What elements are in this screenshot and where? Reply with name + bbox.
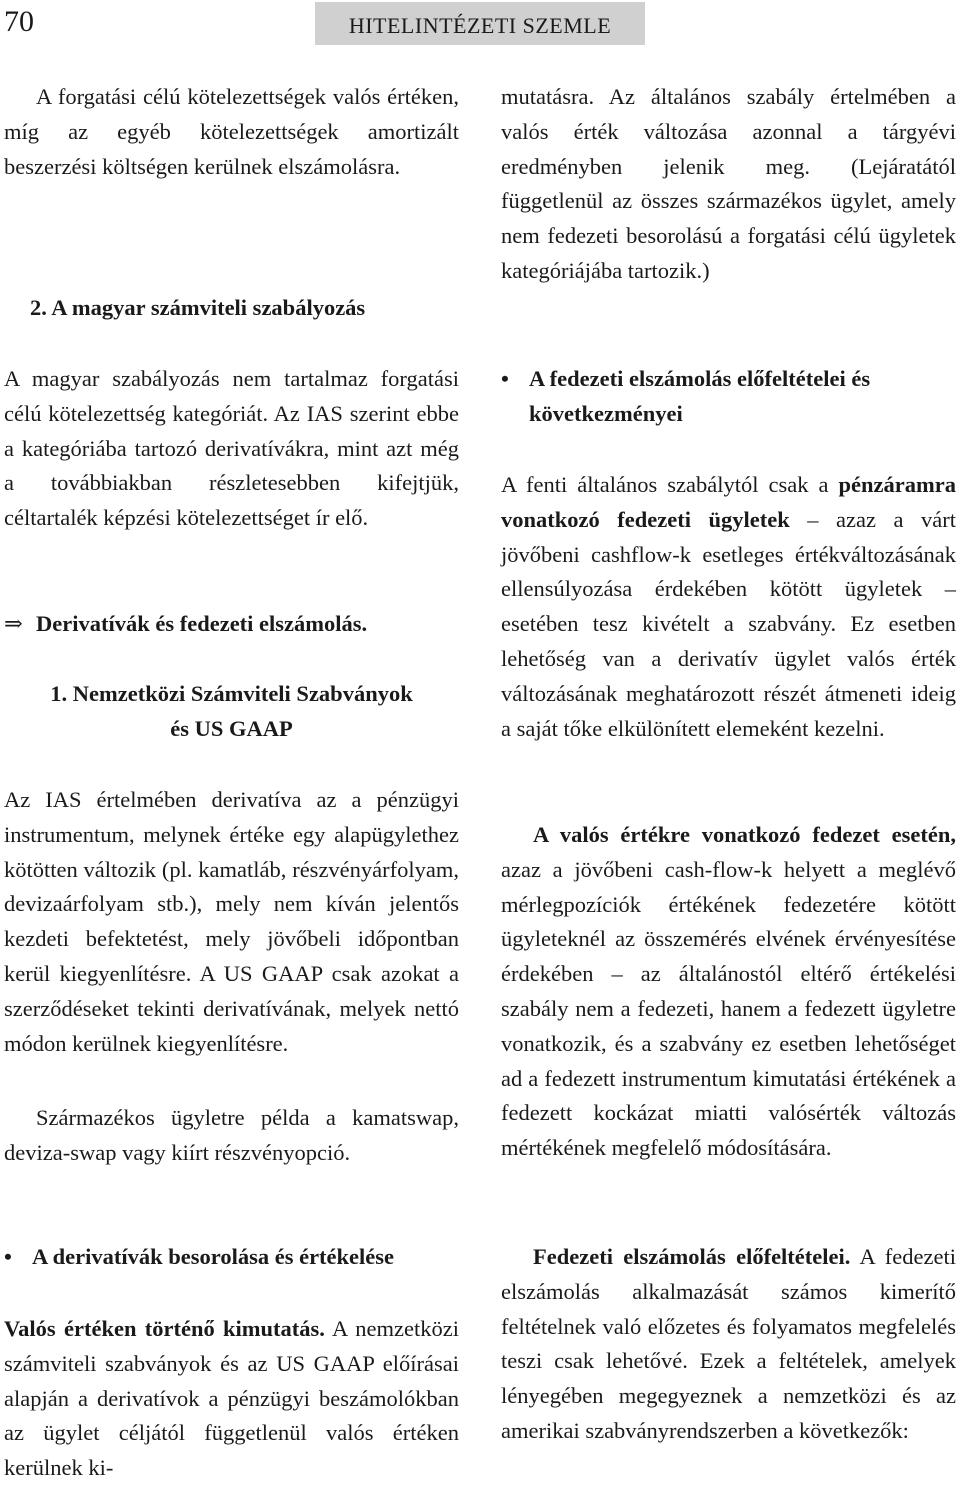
general-rule-paragraph xyxy=(501,468,956,746)
section2-heading: 2. A magyar számviteli szabályozás xyxy=(30,295,366,320)
general-rule-prefix: A fenti általános szabálytól csak a xyxy=(501,472,839,497)
fair-value-paragraph xyxy=(4,1312,459,1486)
fair-value-hedge-lead: A valós értékre vonatkozó fedezet esetén, xyxy=(533,822,956,847)
fair-value-text: A nemzetközi számviteli szabványok és az US GAAP előírásai alapján a derivatívok a pénzügyi beszámolókban az ügylet céljától függetlenül valós értéken kerülnek ki- xyxy=(4,1316,460,1481)
section1-heading-line2: és US GAAP xyxy=(170,716,293,741)
ias-definition-paragraph: Az IAS értelmében derivatíva az a pénzügyi instrumentum, melynek értéke egy alapügylethez kötötten változik (pl. kamatláb, részvényárfolyam, devizaárfolyam stb.), mely nem kíván jelentős kezdeti befektetést, mely jövőbeli időpontban kerül kiegyenlítésre. A US GAAP csak azokat a szerződéseket tekinti derivatívának, melyek nettó módon kerülnek kiegyenlítésre. xyxy=(4,787,459,1056)
arrow-heading-text: Derivatívák és fedezeti elszámolás. xyxy=(36,611,368,636)
bullet-hedge-prerequisites xyxy=(501,362,956,432)
section1-heading-line1: 1. Nemzetközi Számviteli Szabványok xyxy=(50,681,413,706)
bullet-derivative-classification xyxy=(4,1240,459,1275)
section2-paragraph: A magyar szabályozás nem tartalmaz forgatási célú kötelezettség kategóriát. Az IAS szerint ebbe a kategóriába tartozó derivatívákra, mint azt még a továbbiakban részletesebben kifejtjük, céltartalék képzési kötelezettséget ír elő. xyxy=(4,366,459,531)
example-paragraph: Származékos ügyletre példa a kamatswap, deviza-swap vagy kiírt részvényopció. xyxy=(4,1105,459,1165)
bullet-icon: • xyxy=(501,366,509,391)
journal-title-banner: HITELINTÉZETI SZEMLE xyxy=(315,2,645,45)
prerequisites-paragraph xyxy=(501,1240,956,1449)
bullet2-heading: A fedezeti elszámolás előfeltételei és következményei xyxy=(529,366,871,426)
continuation-paragraph: mutatásra. Az általános szabály értelmében a valós érték változása azonnal a tárgyévi eredményben jelenik meg. (Lejáratától függetlenül az összes származékos ügylet, amely nem fedezeti besorolású a forgatási célú ügyletek kategóriájába tartozik.) xyxy=(501,84,956,283)
double-arrow-icon: ⇒ xyxy=(4,611,23,636)
fair-value-hedge-text: azaz a jövőbeni cash-flow-k helyett a meglévő mérlegpozíciók értékének fedezetére kötött ügyleteknél az összemérés elvének érvényesítése érdekében – az általánostól eltérő értékelési szabály nem a fedezeti, hanem a fedezett ügyletre vonatkozik, és a szabvány ez esetben lehetőséget ad a fedezett instrumentum kimutatási értékének a fedezett kockázat miatti valósérték változás mértékének megfelelő módosítására. xyxy=(501,856,956,1161)
prerequisites-lead: Fedezeti elszámolás előfeltételei. xyxy=(533,1244,851,1269)
fair-value-hedge-paragraph xyxy=(501,818,956,1166)
bullet-icon: • xyxy=(4,1244,12,1269)
fair-value-lead: Valós értéken történő kimutatás. xyxy=(4,1316,325,1341)
general-rule-bold: pénzáramra vonatkozó fedezeti ügyletek xyxy=(501,472,956,532)
prerequisites-text: A fedezeti elszámolás alkalmazását számos kimerítő feltételnek való előzetes és folyamatos megfelelés teszi csak lehetővé. Ezek a feltételek, amelyek lényegében megegyeznek a nemzetközi és az amerikai szabványrendszerben a következők: xyxy=(501,1244,956,1443)
page-number: 70 xyxy=(4,5,34,38)
intro-paragraph: A forgatási célú kötelezettségek valós értéken, míg az egyéb kötelezettségek amortizált beszerzési költségen kerülnek elszámolásra. xyxy=(4,84,459,179)
general-rule-suffix: – azaz a várt jövőbeni cashflow-k esetleges értékváltozásának ellensúlyozása érdekében kötött ügyletek – esetében tesz kivételt a szabvány. Ez esetben lehetőség van a derivatív ügylet valós érték változásának meghatározott részét átmeneti ideig a saját tőke elkülönített elemeként kezelni. xyxy=(501,506,956,741)
bullet1-heading: A derivatívák besorolása és értékelése xyxy=(32,1244,395,1269)
arrow-heading xyxy=(4,607,459,642)
